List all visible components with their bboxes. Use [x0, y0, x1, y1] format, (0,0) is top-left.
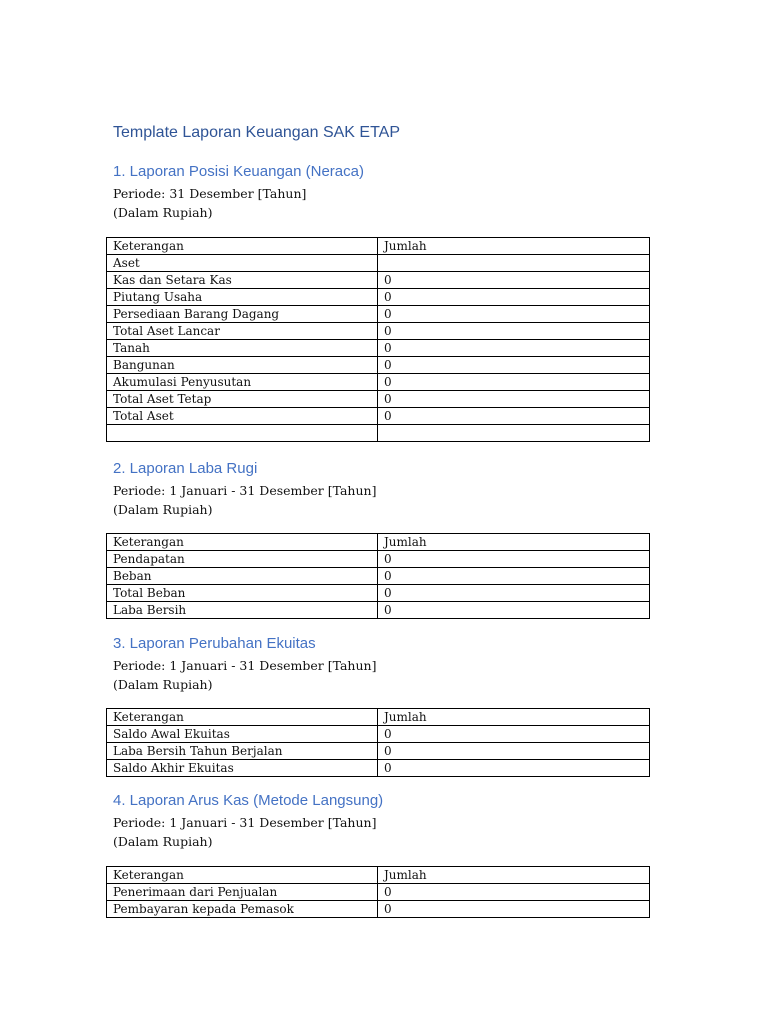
table-row — [107, 306, 650, 323]
table-row — [107, 884, 650, 901]
table-row — [107, 357, 650, 374]
column-header-keterangan: Keterangan — [107, 867, 378, 884]
row-value — [378, 255, 650, 272]
section-unit: (Dalam Rupiah) — [113, 834, 213, 849]
table-row — [107, 551, 650, 568]
row-value: 0 — [378, 357, 650, 374]
table-row — [107, 391, 650, 408]
section-heading: 3. Laporan Perubahan Ekuitas — [113, 635, 316, 652]
row-value — [378, 425, 650, 442]
section-heading: 4. Laporan Arus Kas (Metode Langsung) — [113, 792, 384, 809]
row-label: Laba Bersih — [107, 602, 378, 619]
row-label — [107, 425, 378, 442]
row-value: 0 — [378, 306, 650, 323]
section-unit: (Dalam Rupiah) — [113, 205, 213, 220]
neraca-table — [106, 237, 650, 442]
row-value: 0 — [378, 884, 650, 901]
row-label: Total Aset Lancar — [107, 323, 378, 340]
laba-rugi-table — [106, 533, 650, 619]
row-label: Tanah — [107, 340, 378, 357]
row-value: 0 — [378, 289, 650, 306]
section-unit: (Dalam Rupiah) — [113, 677, 213, 692]
section-heading: 2. Laporan Laba Rugi — [113, 460, 258, 477]
row-value: 0 — [378, 323, 650, 340]
column-header-keterangan: Keterangan — [107, 709, 378, 726]
table-row — [107, 901, 650, 918]
row-label: Kas dan Setara Kas — [107, 272, 378, 289]
row-label: Beban — [107, 568, 378, 585]
row-label: Pembayaran kepada Pemasok — [107, 901, 378, 918]
row-label: Saldo Awal Ekuitas — [107, 726, 378, 743]
section-neraca — [106, 160, 649, 442]
section-perubahan-ekuitas — [106, 632, 649, 777]
row-value: 0 — [378, 726, 650, 743]
section-laba-rugi — [106, 457, 649, 619]
column-header-jumlah: Jumlah — [378, 867, 650, 884]
table-row — [107, 289, 650, 306]
arus-kas-table — [106, 866, 650, 918]
section-unit: (Dalam Rupiah) — [113, 502, 213, 517]
column-header-keterangan: Keterangan — [107, 238, 378, 255]
table-row — [107, 760, 650, 777]
table-row — [107, 272, 650, 289]
table-header-row — [107, 534, 650, 551]
section-period: Periode: 1 Januari - 31 Desember [Tahun] — [113, 815, 377, 830]
table-row — [107, 408, 650, 425]
table-row — [107, 726, 650, 743]
row-value: 0 — [378, 743, 650, 760]
section-period: Periode: 1 Januari - 31 Desember [Tahun] — [113, 658, 377, 673]
document-title: Template Laporan Keuangan SAK ETAP — [113, 124, 400, 141]
row-value: 0 — [378, 760, 650, 777]
table-row — [107, 568, 650, 585]
table-row — [107, 374, 650, 391]
table-row — [107, 323, 650, 340]
row-value: 0 — [378, 585, 650, 602]
table-row — [107, 425, 650, 442]
table-header-row — [107, 709, 650, 726]
row-label: Saldo Akhir Ekuitas — [107, 760, 378, 777]
column-header-jumlah: Jumlah — [378, 238, 650, 255]
row-label: Bangunan — [107, 357, 378, 374]
table-row — [107, 255, 650, 272]
row-label: Total Aset — [107, 408, 378, 425]
perubahan-ekuitas-table — [106, 708, 650, 777]
table-row — [107, 340, 650, 357]
column-header-keterangan: Keterangan — [107, 534, 378, 551]
row-value: 0 — [378, 602, 650, 619]
row-value: 0 — [378, 272, 650, 289]
section-period: Periode: 31 Desember [Tahun] — [113, 186, 307, 201]
column-header-jumlah: Jumlah — [378, 534, 650, 551]
table-header-row — [107, 238, 650, 255]
section-period: Periode: 1 Januari - 31 Desember [Tahun] — [113, 483, 377, 498]
section-heading: 1. Laporan Posisi Keuangan (Neraca) — [113, 163, 364, 180]
row-label: Total Beban — [107, 585, 378, 602]
row-value: 0 — [378, 391, 650, 408]
row-label: Total Aset Tetap — [107, 391, 378, 408]
row-value: 0 — [378, 901, 650, 918]
row-label: Penerimaan dari Penjualan — [107, 884, 378, 901]
table-header-row — [107, 867, 650, 884]
row-label: Akumulasi Penyusutan — [107, 374, 378, 391]
row-label: Aset — [107, 255, 378, 272]
row-value: 0 — [378, 551, 650, 568]
row-label: Laba Bersih Tahun Berjalan — [107, 743, 378, 760]
row-label: Piutang Usaha — [107, 289, 378, 306]
row-value: 0 — [378, 340, 650, 357]
row-label: Persediaan Barang Dagang — [107, 306, 378, 323]
table-row — [107, 743, 650, 760]
row-value: 0 — [378, 374, 650, 391]
column-header-jumlah: Jumlah — [378, 709, 650, 726]
row-value: 0 — [378, 568, 650, 585]
table-row — [107, 602, 650, 619]
row-value: 0 — [378, 408, 650, 425]
row-label: Pendapatan — [107, 551, 378, 568]
table-row — [107, 585, 650, 602]
section-arus-kas — [106, 789, 649, 918]
